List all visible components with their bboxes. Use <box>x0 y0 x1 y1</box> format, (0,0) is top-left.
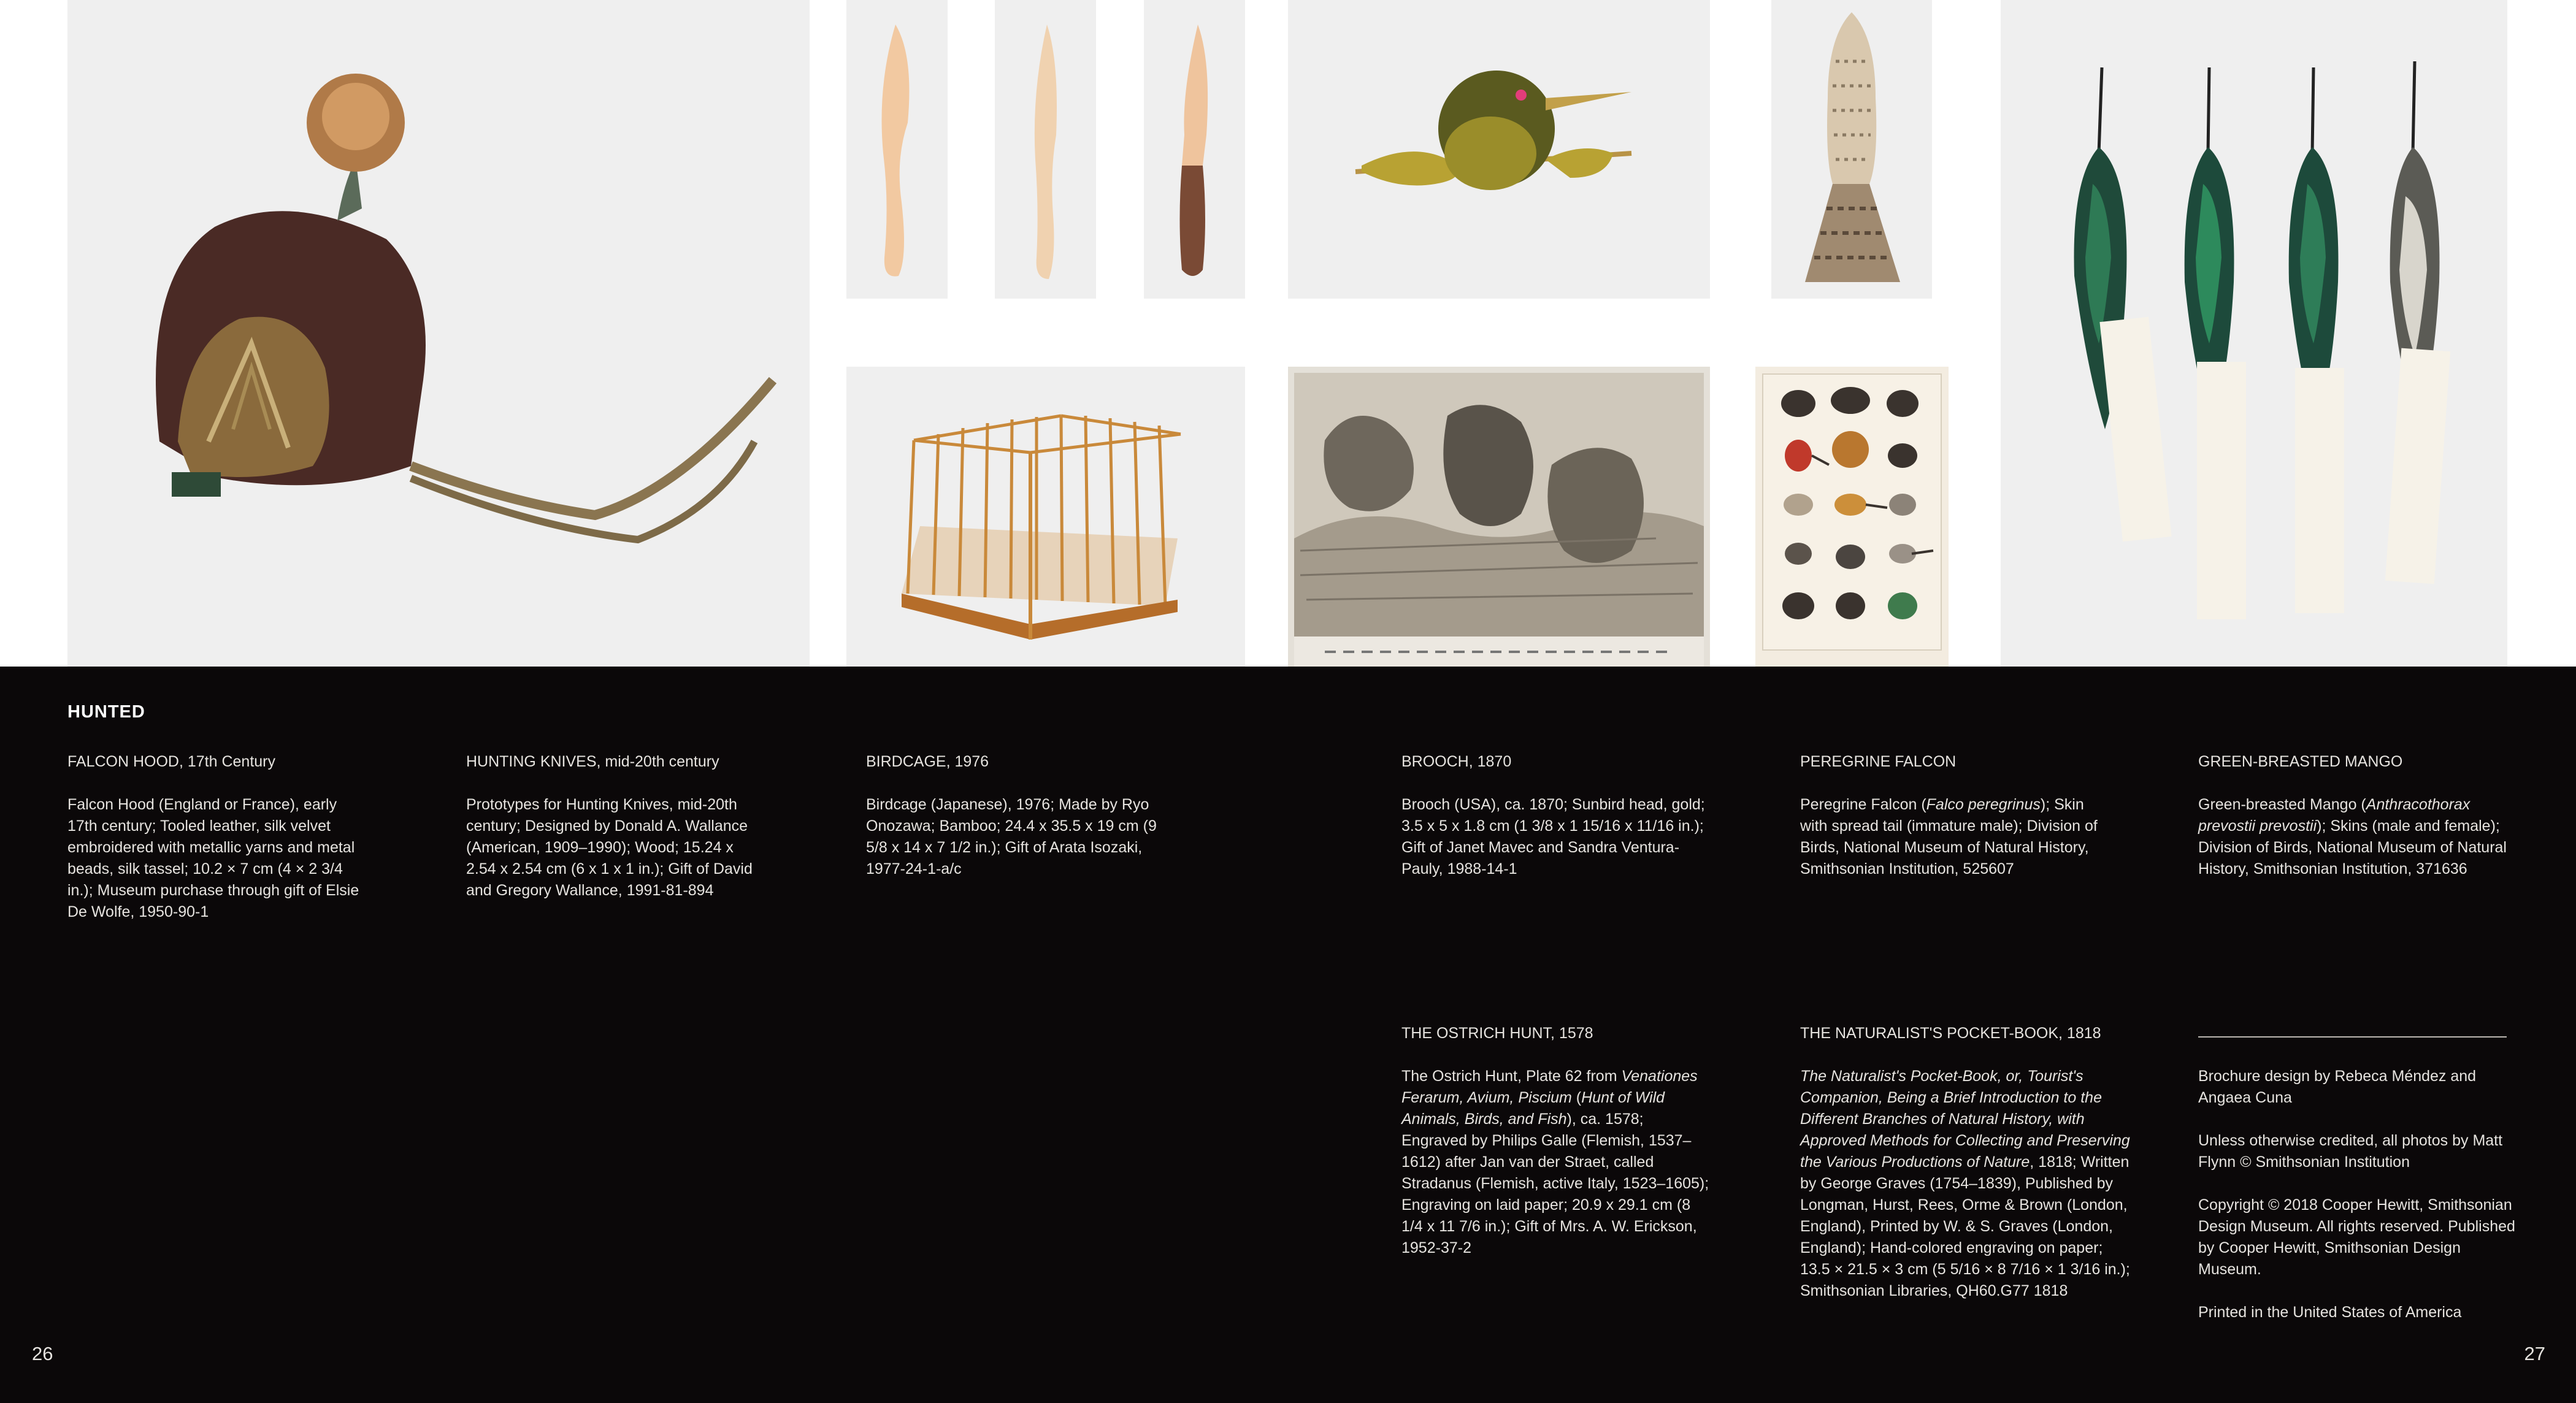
entry-ostrich-hunt <box>1401 1023 1711 1259</box>
species-name: Falco peregrinus <box>1926 796 2041 813</box>
entry-body: Birdcage (Japanese), 1976; Made by Ryo Onozawa; Bamboo; 24.4 x 35.5 x 19 cm (9 5/8 x 14 x 7 1/2 in.); Gift of Arata Isozaki, 1977-24-1-a/c <box>866 796 1157 877</box>
body-text: ); Skins (male and female); Division of Birds, National Museum of Natural History, Smithsonian Institution, 371636 <box>2198 817 2507 877</box>
entry-falcon-hood <box>67 751 368 923</box>
work-title: The Naturalist's Pocket-Book, or, Tourist's Companion, Being a Brief Introduction to the Different Branches of Natural History, with Approved Methods for Collecting and Preserving the Various Productions of Nature <box>1800 1068 2130 1171</box>
work-title-translation: Hunt of Wild Animals, Birds, and Fish <box>1401 1089 1665 1128</box>
body-text: ), ca. 1578; Engraved by Philips Galle (Flemish, 1537–1612) after Jan van der Straet, called Stradanus (Flemish, active Italy, 1523–1605); Engraving on laid paper; 20.9 x 29.1 cm (8 1/4 x 11 7/6 in.); Gift of Mrs. A. W. Erickson, 1952-37-2 <box>1401 1111 1709 1256</box>
body-text: Peregrine Falcon ( <box>1800 796 1926 813</box>
credits <box>2198 1066 2517 1323</box>
entry-birdcage <box>866 751 1167 880</box>
page-number-right: 27 <box>2524 1343 2545 1364</box>
page-number-left: 26 <box>32 1343 53 1364</box>
credit-photos: Unless otherwise credited, all photos by Matt Flynn © Smithsonian Institution <box>2198 1132 2503 1171</box>
hunting-knife-photo-3 <box>1144 0 1245 299</box>
entry-body <box>1401 1066 1711 1259</box>
entry-pocket-book <box>1800 1023 2131 1302</box>
body-text: The Ostrich Hunt, Plate 62 from <box>1401 1068 1622 1085</box>
entry-caption: BIRDCAGE, 1976 <box>866 753 989 770</box>
sunbird-brooch-photo <box>1288 0 1710 299</box>
hunting-knife-photo-1 <box>846 0 948 299</box>
entry-body <box>1800 1066 2131 1302</box>
credits-divider <box>2198 1036 2507 1038</box>
green-breasted-mango-skins-photo <box>2001 0 2507 667</box>
body-text: , 1818; Written by George Graves (1754–1839), Published by Longman, Hurst, Rees, Orme & Brown (London, England), Printed by W. & S. Graves (London, England); Hand-colored engraving on paper; 13.5 × 21.5 × 3 cm (5 5/16 × 8 7/16 × 1 3/16 in.); Smithsonian Libraries, QH60.G77 1818 <box>1800 1153 2130 1299</box>
birdcage-photo <box>846 367 1245 667</box>
entry-caption: THE OSTRICH HUNT, 1578 <box>1401 1025 1593 1042</box>
entry-peregrine-falcon <box>1800 751 2107 880</box>
entry-caption: BROOCH, 1870 <box>1401 753 1512 770</box>
entry-caption: HUNTING KNIVES, mid-20th century <box>466 753 719 770</box>
entry-brooch <box>1401 751 1708 880</box>
entry-green-mango <box>2198 751 2511 880</box>
entry-body: Prototypes for Hunting Knives, mid-20th century; Designed by Donald A. Wallance (American, 1909–1990); Wood; 15.24 x 2.54 x 2.54 cm (6 x 1 x 1 in.); Gift of David and Gregory Wallance, 1991-81-894 <box>466 796 753 899</box>
ostrich-hunt-engraving-photo <box>1288 367 1710 667</box>
credit-printed: Printed in the United States of America <box>2198 1304 2462 1321</box>
credit-copyright: Copyright © 2018 Cooper Hewitt, Smithsonian Design Museum. All rights reserved. Published by Cooper Hewitt, Smithsonian Design Museum. <box>2198 1196 2515 1278</box>
body-text: ); Skin with spread tail (immature male); Division of Birds, National Museum of Natural History, Smithsonian Institution, 525607 <box>1800 796 2098 877</box>
caption-panel <box>0 667 2576 1403</box>
falcon-hood-photo <box>67 0 810 667</box>
entry-caption: GREEN-BREASTED MANGO <box>2198 753 2403 770</box>
credit-design: Brochure design by Rebeca Méndez and Angaea Cuna <box>2198 1068 2477 1106</box>
entry-caption: THE NATURALIST'S POCKET-BOOK, 1818 <box>1800 1025 2101 1042</box>
body-text: ( <box>1571 1089 1582 1106</box>
work-title: Venationes Ferarum, Avium, Piscium <box>1401 1068 1698 1106</box>
naturalists-pocket-book-plate-photo <box>1755 367 1949 667</box>
entry-caption: FALCON HOOD, 17th Century <box>67 753 276 770</box>
hunting-knife-photo-2 <box>995 0 1096 299</box>
entry-body: Falcon Hood (England or France), early 17th century; Tooled leather, silk velvet embroidered with metallic yarns and metal beads, silk tassel; 10.2 × 7 cm (4 × 2 3/4 in.); Museum purchase through gift of Elsie De Wolfe, 1950-90-1 <box>67 796 359 920</box>
section-title: HUNTED <box>67 702 145 722</box>
peregrine-falcon-skin-photo <box>1771 0 1932 299</box>
entry-body: Brooch (USA), ca. 1870; Sunbird head, gold; 3.5 x 5 x 1.8 cm (1 3/8 x 1 15/16 x 11/16 in.); Gift of Janet Mavec and Sandra Ventura-Pauly, 1988-14-1 <box>1401 796 1705 877</box>
entry-body <box>1800 794 2107 880</box>
entry-hunting-knives <box>466 751 767 901</box>
species-name: Anthracothorax prevostii prevostii <box>2198 796 2471 835</box>
entry-body <box>2198 794 2511 880</box>
body-text: Green-breasted Mango ( <box>2198 796 2366 813</box>
entry-caption: PEREGRINE FALCON <box>1800 753 1957 770</box>
